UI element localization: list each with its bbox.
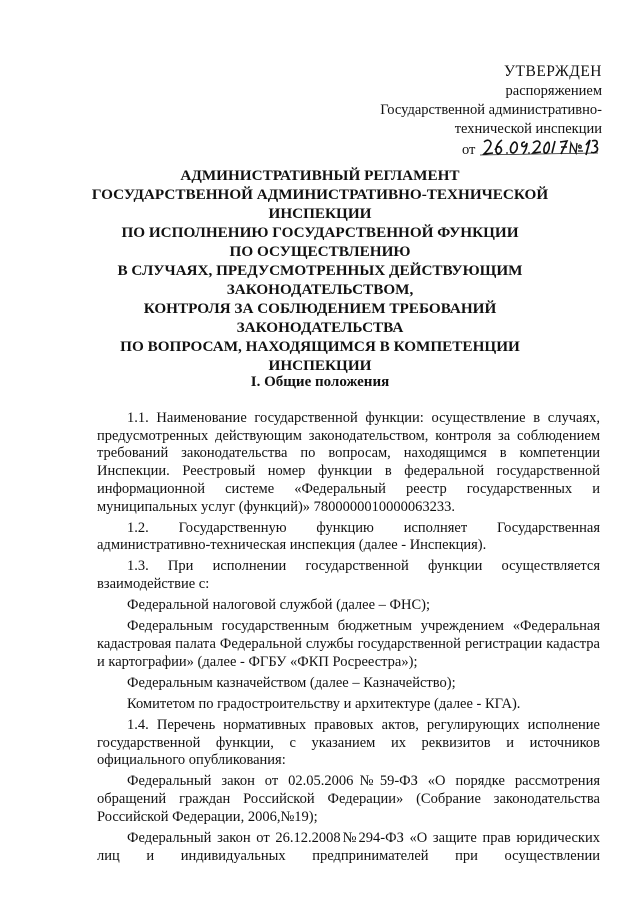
- paragraph: Комитетом по градостроительству и архитектуре (далее - КГА).: [127, 695, 521, 712]
- title-line: КОНТРОЛЯ ЗА СОБЛЮДЕНИЕМ ТРЕБОВАНИЙ: [143, 300, 497, 317]
- document-body: [97, 410, 600, 869]
- approval-line: технической инспекции: [454, 121, 602, 137]
- paragraph: 1.1. Наименование государственной функции: осуществление в случаях, предусмотренных действующим законодательством, контроля за соблюдением требований законодательства по вопросам, находящимся в компетенции Инспекции. Реестровый номер функции в федеральной государственной информационной системе «Федеральный реестр государственных и муниципальных услуг (функций)» 7800000010000063233.: [97, 410, 600, 515]
- document-title: [70, 166, 570, 375]
- date-prefix: от: [462, 142, 476, 158]
- paragraph: Федеральный закон от 26.12.2008№294-ФЗ «О защите прав юридических лиц и индивидуальных предпринимателей при осуществлении: [97, 829, 600, 864]
- approval-date-line: [462, 139, 602, 165]
- title-line: ПО ИСПОЛНЕНИЮ ГОСУДАРСТВЕННОЙ ФУНКЦИИ: [121, 224, 519, 241]
- approval-block: [380, 62, 602, 165]
- title-line: ПО ВОПРОСАМ, НАХОДЯЩИМСЯ В КОМПЕТЕНЦИИ: [120, 338, 520, 355]
- title-line: ИНСПЕКЦИИ: [268, 205, 372, 222]
- paragraph: Федеральным казначейством (далее – Казначейство);: [127, 674, 456, 691]
- paragraph: 1.2. Государственную функцию исполняет Государственная административно-техническая инспекция (далее - Инспекция).: [97, 519, 600, 554]
- paragraph: 1.3. При исполнении государственной функции осуществляется взаимодействие с:: [97, 558, 600, 593]
- title-line: ЗАКОНОДАТЕЛЬСТВА: [236, 319, 404, 336]
- paragraph: 1.4. Перечень нормативных правовых актов, регулирующих исполнение государственной функции, с указанием их реквизитов и источников официального опубликования:: [97, 716, 600, 769]
- paragraph: Федеральным государственным бюджетным учреждением «Федеральная кадастровая палата Федеральной службы государственной регистрации кадастра и картографии» (далее - ФГБУ «ФКП Росреестра»);: [97, 618, 600, 670]
- title-line: ИНСПЕКЦИИ: [268, 357, 372, 374]
- title-line: В СЛУЧАЯХ, ПРЕДУСМОТРЕННЫХ ДЕЙСТВУЮЩИМ: [117, 262, 523, 279]
- handwritten-date-signature: [462, 133, 602, 165]
- title-line: АДМИНИСТРАТИВНЫЙ РЕГЛАМЕНТ: [180, 167, 460, 184]
- approval-line: Государственной административно-: [380, 102, 602, 118]
- approval-heading: УТВЕРЖДЕН: [504, 63, 602, 80]
- paragraph: Федеральной налоговой службой (далее – ФНС);: [127, 597, 430, 614]
- title-line: ЗАКОНОДАТЕЛЬСТВОМ,: [226, 281, 414, 298]
- title-line: ПО ОСУЩЕСТВЛЕНИЮ: [229, 243, 411, 260]
- section-heading: I. Общие положения: [250, 374, 390, 390]
- approval-line: распоряжением: [505, 83, 602, 99]
- title-line: ГОСУДАРСТВЕННОЙ АДМИНИСТРАТИВНО-ТЕХНИЧЕСКОЙ: [91, 186, 549, 203]
- paragraph: Федеральный закон от 02.05.2006№59-ФЗ «О порядке рассмотрения обращений граждан Российской Федерации» (Собрание законодательства Российской Федерации, 2006,№19);: [97, 773, 600, 825]
